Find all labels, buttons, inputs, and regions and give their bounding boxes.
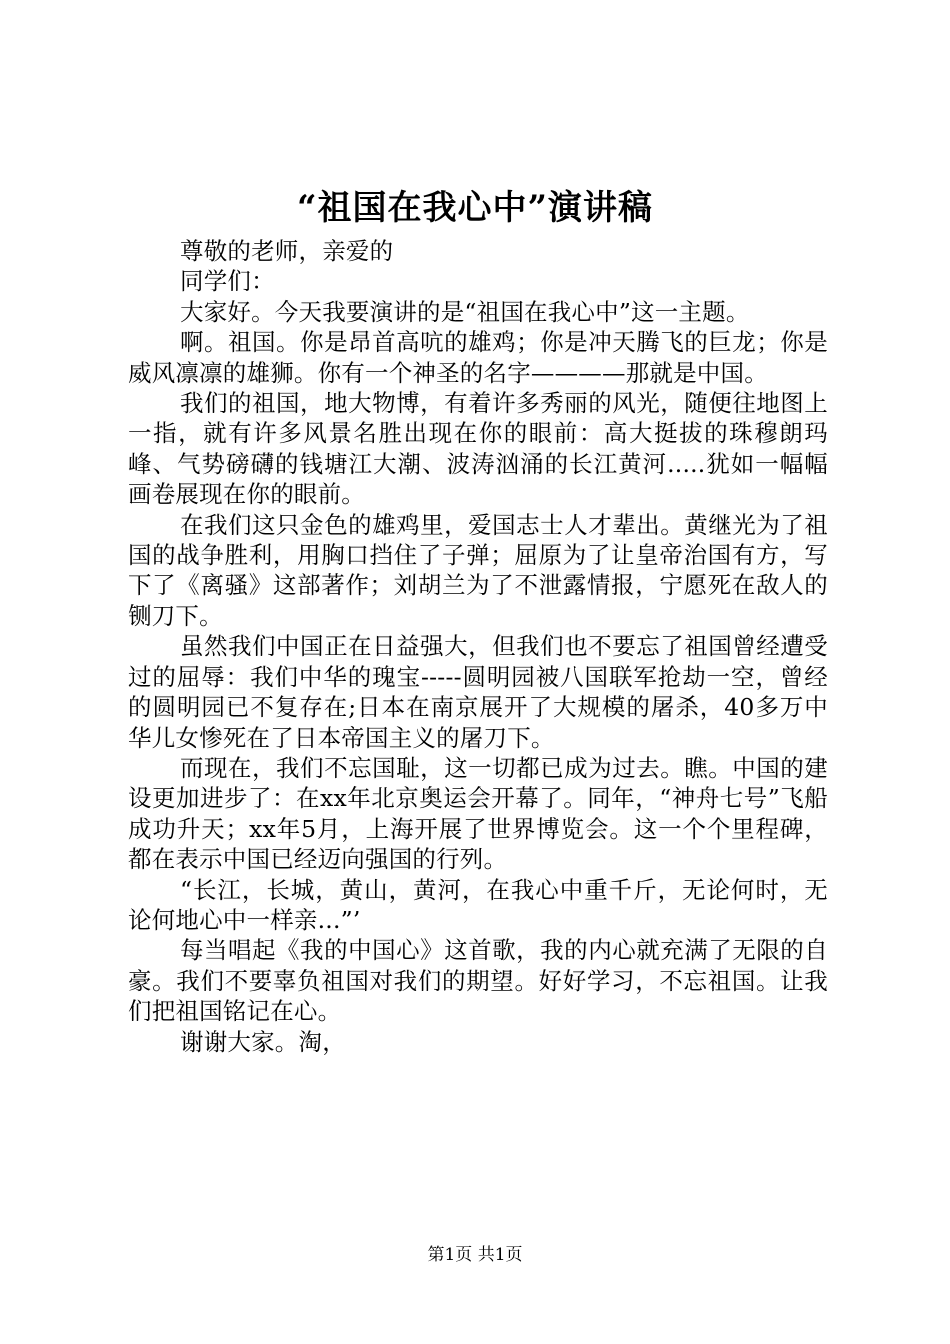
paragraph-salutation-1: 尊敬的老师，亲爱的 (180, 237, 394, 265)
paragraph-greeting: 大家好。今天我要演讲的是“祖国在我心中”这一主题。 (180, 297, 750, 326)
document-body (128, 236, 828, 1057)
paragraph-scenery: 我们的祖国，地大物博，有着许多秀丽的风光，随便往地图上一指，就有许多风景名胜出现在你的眼前：高大挺拔的珠穆朗玛峰、气势磅礴的钱塘江大潮、波涛汹涌的长江黄河.....犹如一幅幅画卷展现在你的眼前。 (128, 389, 828, 509)
paragraph-progress: 而现在，我们不忘国耻，这一切都已成为过去。瞧。中国的建设更加进步了：在xx年北京奥运会开幕了。同年，“神舟七号”飞船成功升天；xx年5月，上海开展了世界博览会。这一个个里程碑，都在表示中国已经迈向强国的行列。 (128, 753, 828, 874)
page-number-footer: 第1页 共1页 (427, 1245, 523, 1265)
document-title: “祖国在我心中”演讲稿 (296, 188, 654, 228)
paragraph-song-lyric: “长江，长城，黄山，黄河，在我心中重千斤，无论何时，无论何地心中一样亲...”’ (128, 875, 828, 934)
paragraph-praise: 啊。祖国。你是昂首高吭的雄鸡；你是冲天腾飞的巨龙；你是威风凛凛的雄狮。你有一个神圣的名字————那就是中国。 (128, 328, 828, 387)
paragraph-salutation-2: 同学们： (180, 267, 275, 296)
paragraph-patriots: 在我们这只金色的雄鸡里，爱国志士人才辈出。黄继光为了祖国的战争胜利，用胸口挡住了子弹；屈原为了让皇帝治国有方，写下了《离骚》这部著作；刘胡兰为了不泄露情报，宁愿死在敌人的铡刀下。 (128, 510, 828, 630)
paragraph-pride: 每当唱起《我的中国心》这首歌，我的内心就充满了无限的自豪。我们不要辜负祖国对我们的期望。好好学习，不忘祖国。让我们把祖国铭记在心。 (128, 936, 828, 1026)
paragraph-humiliation: 虽然我们中国正在日益强大，但我们也不要忘了祖国曾经遭受过的屈辱：我们中华的瑰宝-----圆明园被八国联军抢劫一空，曾经的圆明园已不复存在;日本在南京展开了大规模的屠杀，40多万中华儿女惨死在了日本帝国主义的屠刀下。 (128, 632, 828, 752)
paragraph-thanks: 谢谢大家。淘， (180, 1027, 346, 1056)
